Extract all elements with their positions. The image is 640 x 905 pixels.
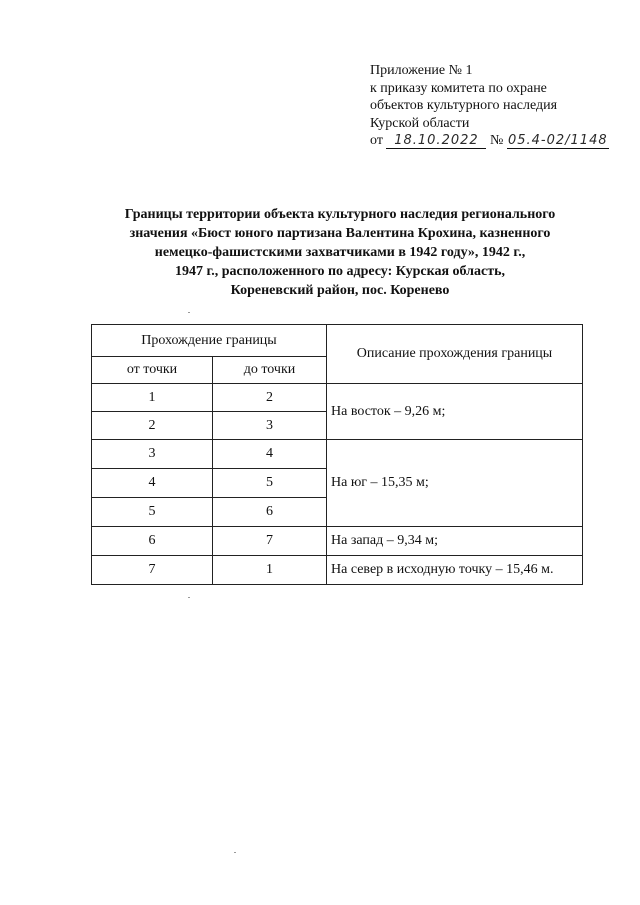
from-point: 4 [92,469,213,498]
number-prefix: № [489,133,504,148]
to-point: 3 [213,412,327,440]
appendix-committee-line: объектов культурного наследия [370,98,558,113]
to-point: 2 [213,384,327,412]
scan-speck [188,597,190,598]
scan-speck [188,312,190,313]
table-row [92,440,583,469]
description-south: На юг – 15,35 м; [327,440,583,527]
title-line-5: Кореневский район, пос. Коренево [230,283,450,298]
from-point: 3 [92,440,213,469]
from-point: 6 [92,527,213,556]
title-line-1: Границы территории объекта культурного наследия регионального [124,207,556,222]
description-west: На запад – 9,34 м; [327,527,583,556]
order-number: 05.4-02/1148 [507,133,608,148]
description-north: На север в исходную точку – 15,46 м. [327,556,583,585]
table-row [92,527,583,556]
to-point: 4 [213,440,327,469]
table-row [92,556,583,585]
from-point: 1 [92,384,213,412]
from-point: 5 [92,498,213,527]
boundary-table [91,324,583,585]
to-point: 6 [213,498,327,527]
appendix-number: Приложение № 1 [370,63,473,78]
table-header-row [92,325,583,357]
header-from-point: от точки [92,357,213,384]
to-point: 5 [213,469,327,498]
appendix-order-line: к приказу комитета по охране [370,80,547,96]
header-description: Описание прохождения границы [327,325,583,384]
from-point: 7 [92,556,213,585]
from-point: 2 [92,412,213,440]
to-point: 7 [213,527,327,556]
title-line-4: 1947 г., расположенного по адресу: Курская область, [174,264,506,279]
order-date: 18.10.2022 [386,134,486,149]
scan-speck [234,852,236,853]
title-line-3: немецко-фашистскими захватчиками в 1942 году», 1942 г., [154,245,526,260]
header-passage: Прохождение границы [92,325,327,357]
appendix-date-number-line [370,132,609,150]
header-to-point: до точки [213,357,327,384]
appendix-region-line: Курской области [370,115,470,131]
table-row [92,384,583,412]
title-line-2: значения «Бюст юного партизана Валентина Крохина, казненного [129,226,551,241]
date-prefix: от [370,133,383,148]
description-east: На восток – 9,26 м; [327,384,583,440]
to-point: 1 [213,556,327,585]
appendix-block [370,62,609,150]
document-title [70,205,610,300]
